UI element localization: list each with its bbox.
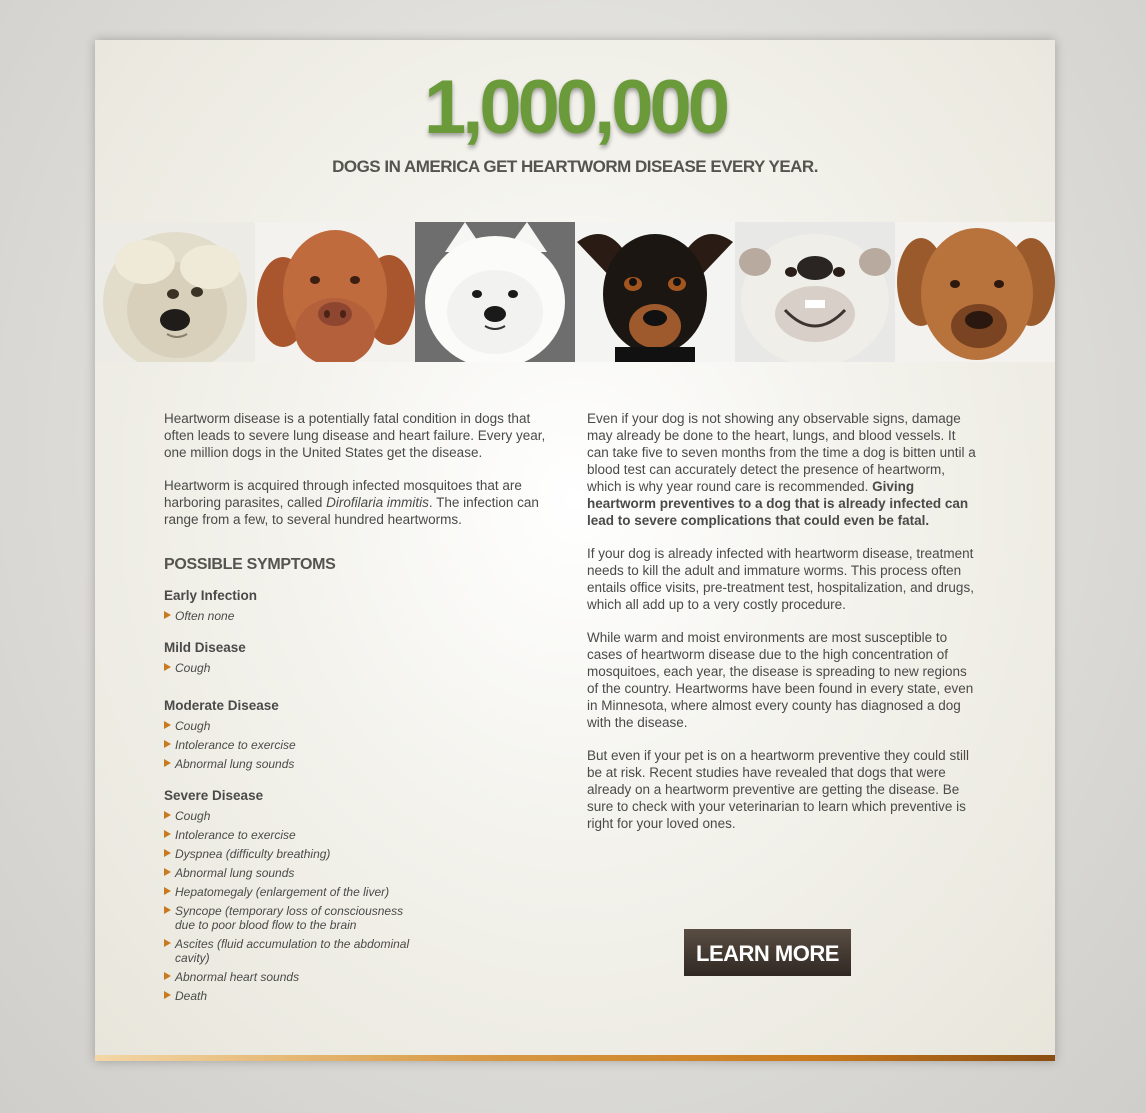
bullet-arrow-icon <box>164 868 171 876</box>
symptom-item: Often none <box>164 609 415 623</box>
bullet-arrow-icon <box>164 991 171 999</box>
bullet-arrow-icon <box>164 830 171 838</box>
right-column <box>587 410 977 848</box>
dog-photo-samoyed <box>415 222 575 362</box>
dog-photo-vizsla <box>255 222 415 362</box>
headline-stat: 1,000,000 <box>423 65 727 150</box>
dog-photo-strip <box>95 222 1055 362</box>
symptom-item: Intolerance to exercise <box>164 828 415 842</box>
symptom-item: Abnormal lung sounds <box>164 757 415 771</box>
bullet-arrow-icon <box>164 721 171 729</box>
mosquito-text-a: Heartworm is acquired through infected mosquitoes that are harboring parasites, called <box>164 478 522 510</box>
dog-photo-terrier <box>95 222 255 362</box>
left-column <box>164 410 554 1019</box>
headline-subtitle: DOGS IN AMERICA GET HEARTWORM DISEASE EVERY YEAR. <box>332 157 818 176</box>
symptom-item: Cough <box>164 809 415 823</box>
dog-photo-bulldog <box>735 222 895 362</box>
symptom-stage-title: Moderate Disease <box>164 698 279 713</box>
bullet-arrow-icon <box>164 811 171 819</box>
bullet-arrow-icon <box>164 887 171 895</box>
treatment-paragraph: If your dog is already infected with heartworm disease, treatment needs to kill the adult and immature worms. This process often entails office visits, pre-treatment test, hospitalization, and drugs, which all add up to a very costly procedure. <box>587 546 974 612</box>
symptom-item: Abnormal heart sounds <box>164 970 415 984</box>
symptom-item: Hepatomegaly (enlargement of the liver) <box>164 885 415 899</box>
bullet-arrow-icon <box>164 849 171 857</box>
bullet-arrow-icon <box>164 663 171 671</box>
warning-text: Giving heartworm preventives to a dog that is already infected can lead to severe complications that could even be fatal. <box>587 479 969 528</box>
symptom-list <box>164 609 554 623</box>
bullet-arrow-icon <box>164 939 171 947</box>
bullet-arrow-icon <box>164 740 171 748</box>
footer-accent-bar <box>95 1055 1055 1061</box>
symptom-item: Ascites (fluid accumulation to the abdominal cavity) <box>164 937 415 965</box>
bullet-arrow-icon <box>164 611 171 619</box>
risk-paragraph: But even if your pet is on a heartworm preventive they could still be at risk. Recent studies have revealed that dogs that were already on a heartworm preventive are getting the disease. Be sure to check with your veterinarian to learn which preventive is right for your loved ones. <box>587 748 969 831</box>
symptom-item: Death <box>164 989 415 1003</box>
symptom-item: Abnormal lung sounds <box>164 866 415 880</box>
symptom-item: Cough <box>164 719 415 733</box>
detection-paragraph <box>587 410 977 529</box>
mosquito-text-b: . The infection can range from a few, to several hundred heartworms. <box>164 495 539 527</box>
symptoms-heading: POSSIBLE SYMPTOMS <box>164 556 336 573</box>
symptom-item: Syncope (temporary loss of consciousness due to poor blood flow to the brain <box>164 904 415 932</box>
symptom-stage-title: Mild Disease <box>164 640 246 655</box>
learn-more-button[interactable]: LEARN MORE <box>684 929 851 976</box>
bullet-arrow-icon <box>164 759 171 767</box>
symptom-stages <box>164 587 554 1003</box>
intro-paragraph: Heartworm disease is a potentially fatal condition in dogs that often leads to severe lung disease and heart failure. Every year, one million dogs in the United States get the disease. <box>164 411 546 460</box>
parasite-name: Dirofilaria immitis <box>326 495 429 510</box>
symptom-list <box>164 719 554 771</box>
spread-paragraph: While warm and moist environments are most susceptible to cases of heartworm disease due to the high concentration of mosquitoes, each year, the disease is spreading to new regions of the country. Heartworms have been found in every state, even in Minnesota, where almost every county has diagnosed a dog with the disease. <box>587 630 974 730</box>
bullet-arrow-icon <box>164 972 171 980</box>
symptom-stage-title: Early Infection <box>164 588 258 603</box>
dog-photo-doberman-puppy <box>575 222 735 362</box>
dog-photo-rhodesian-ridgeback <box>895 222 1055 362</box>
symptom-list <box>164 661 554 675</box>
symptom-item: Dyspnea (difficulty breathing) <box>164 847 415 861</box>
bullet-arrow-icon <box>164 906 171 914</box>
symptom-item: Intolerance to exercise <box>164 738 415 752</box>
content-card <box>95 40 1055 1061</box>
symptom-list <box>164 809 554 1003</box>
mosquito-paragraph <box>164 477 554 528</box>
detection-text: Even if your dog is not showing any observable signs, damage may already be done to the heart, lungs, and blood vessels. It can take five to seven months from the time a dog is bitten until a blood test can accurately detect the presence of heartworm, which is why year round care is recommended. <box>587 411 976 494</box>
symptom-item: Cough <box>164 661 415 675</box>
symptom-stage-title: Severe Disease <box>164 788 264 803</box>
